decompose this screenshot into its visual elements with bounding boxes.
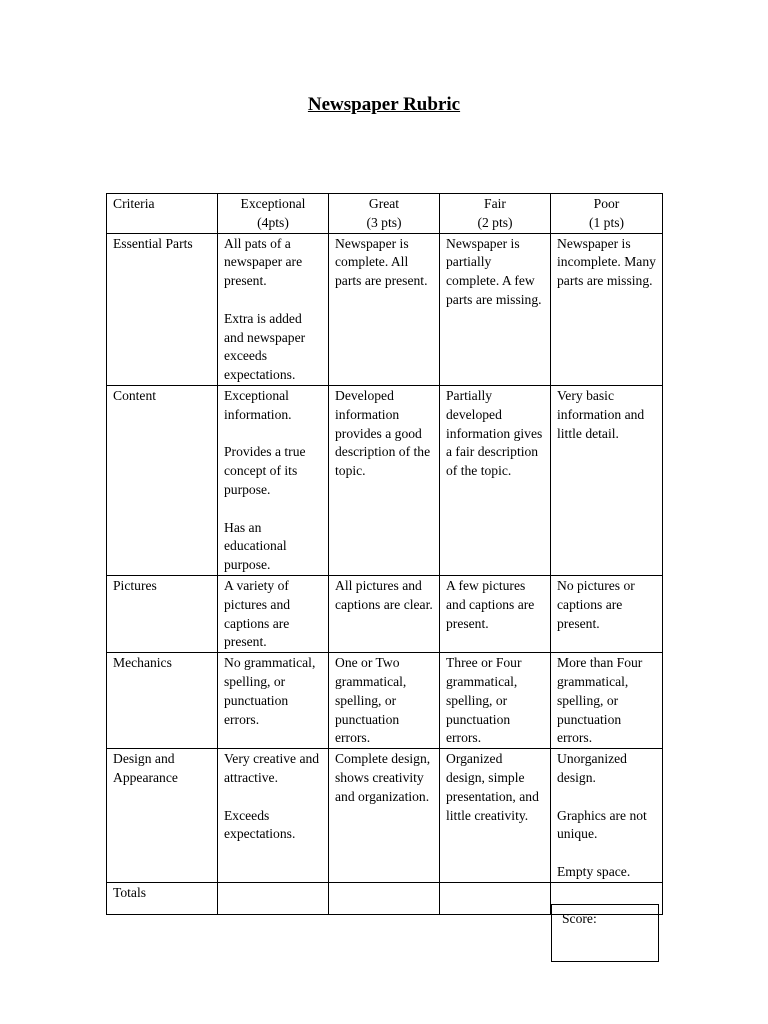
cell-exceptional	[218, 385, 329, 575]
criteria-content: Content	[107, 385, 218, 575]
cell-text: Graphics are not unique.	[557, 807, 647, 842]
table-row	[107, 653, 663, 749]
totals-cell	[440, 882, 551, 914]
cell-text: Newspaper is complete. All parts are present.	[335, 235, 428, 289]
header-poor	[551, 194, 663, 234]
cell-text: Exceptional information.	[224, 387, 292, 422]
cell-text: Very creative and attractive.	[224, 751, 320, 785]
cell-text: Empty space.	[557, 863, 631, 879]
cell-text: Provides a true concept of its purpose.	[224, 444, 306, 497]
header-great	[329, 194, 440, 234]
criteria-essential-parts: Essential Parts	[107, 233, 218, 385]
cell-text: Newspaper is incomplete. Many parts are missing.	[557, 235, 656, 289]
cell-text: Three or Four grammatical, spelling, or punctuation errors.	[446, 655, 522, 746]
cell-text: A variety of pictures and captions are present.	[224, 577, 291, 650]
cell-fair	[440, 749, 551, 883]
totals-label: Totals	[107, 882, 218, 914]
cell-poor	[551, 233, 663, 385]
score-label: Score:	[562, 911, 597, 926]
cell-great	[329, 233, 440, 385]
cell-text: No grammatical, spelling, or punctuation errors.	[224, 655, 316, 727]
cell-text: Organized design, simple presentation, and little creativity.	[446, 751, 539, 823]
cell-text: Developed information provides a good description of the topic.	[335, 387, 431, 479]
cell-poor	[551, 575, 663, 652]
cell-text: More than Four grammatical, spelling, or punctuation errors.	[557, 655, 643, 746]
cell-text: No pictures or captions are present.	[557, 577, 635, 631]
header-points: (4pts)	[257, 214, 289, 230]
cell-text: One or Two grammatical, spelling, or punctuation errors.	[335, 655, 407, 746]
header-points: (3 pts)	[366, 214, 402, 230]
cell-fair	[440, 233, 551, 385]
header-criteria: Criteria	[107, 194, 218, 234]
cell-text: All pictures and captions are clear.	[335, 577, 433, 612]
cell-poor	[551, 749, 663, 883]
cell-fair	[440, 575, 551, 652]
table-row	[107, 233, 663, 385]
cell-exceptional	[218, 653, 329, 749]
cell-exceptional	[218, 749, 329, 883]
page-title: Newspaper Rubric	[307, 94, 461, 115]
totals-cell	[218, 882, 329, 914]
cell-poor	[551, 385, 663, 575]
header-points: (1 pts)	[588, 214, 625, 230]
cell-text: Exceeds expectations.	[224, 807, 296, 842]
table-row	[107, 575, 663, 652]
cell-text: Complete design, shows creativity and organization.	[335, 751, 431, 804]
header-row	[107, 194, 663, 234]
cell-great	[329, 385, 440, 575]
cell-great	[329, 653, 440, 749]
cell-great	[329, 575, 440, 652]
cell-text: Newspaper is partially complete. A few parts are missing.	[446, 235, 542, 307]
criteria-mechanics: Mechanics	[107, 653, 218, 749]
cell-great	[329, 749, 440, 883]
cell-text: A few pictures and captions are present.	[446, 577, 535, 631]
cell-text: All pats of a newspaper are present.	[224, 235, 303, 289]
rubric-table	[106, 193, 663, 915]
criteria-pictures: Pictures	[107, 575, 218, 652]
cell-text: Partially developed information gives a fair description of the topic.	[446, 387, 543, 479]
header-label: Great	[368, 196, 400, 211]
cell-text: Has an educational purpose.	[224, 519, 287, 573]
header-label: Exceptional	[240, 196, 306, 211]
cell-text: Very basic information and little detail.	[557, 387, 645, 441]
header-fair	[440, 194, 551, 234]
cell-exceptional	[218, 233, 329, 385]
header-exceptional	[218, 194, 329, 234]
score-box	[551, 904, 659, 962]
cell-text: Unorganized design.	[557, 751, 627, 785]
header-points: (2 pts)	[477, 214, 513, 230]
totals-cell	[329, 882, 440, 914]
criteria-design-appearance: Design and Appearance	[107, 749, 218, 883]
cell-poor	[551, 653, 663, 749]
header-label: Fair	[484, 196, 506, 211]
cell-text: Extra is added and newspaper exceeds expectations.	[224, 310, 306, 383]
cell-fair	[440, 653, 551, 749]
table-row	[107, 749, 663, 883]
cell-fair	[440, 385, 551, 575]
table-row	[107, 385, 663, 575]
cell-exceptional	[218, 575, 329, 652]
header-label: Poor	[593, 196, 620, 211]
